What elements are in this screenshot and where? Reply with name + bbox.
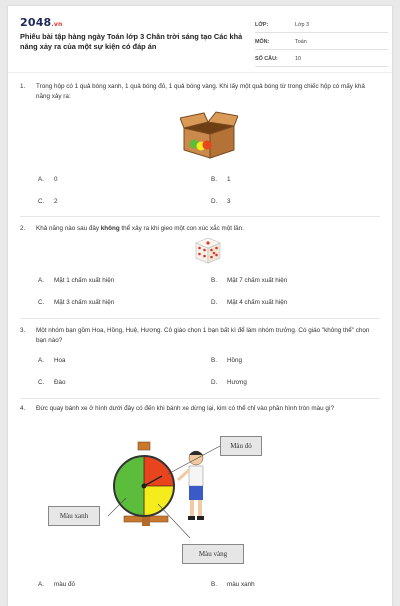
divider [20,398,380,399]
option-2a[interactable]: A. Mặt 1 chấm xuất hiện [38,277,115,284]
question-text: Một nhóm bạn gồm Hoa, Hồng, Huệ, Hương. Cô giáo chọn 1 bạn bất kì để làm nhóm trưởng. Có giáo "không thể" chọn bạn nào? [36,327,370,344]
worksheet-header [20,14,380,64]
dice-icon [194,234,222,264]
box-icon [180,110,238,160]
option-3c[interactable]: C. Đào [38,379,66,386]
meta-table [255,16,388,67]
meta-value: 10 [295,56,301,62]
sector-green [114,456,144,516]
meta-key: SỐ CÂU: [255,56,278,62]
question-number: 4. [20,405,26,412]
question-text: Khả năng nào sau đây không thể xảy ra khi gieo một con xúc xắc một lần. [36,225,244,232]
divider [20,216,380,217]
spinner-wheel [108,438,238,538]
meta-key: MÔN: [255,39,270,45]
option-2b[interactable]: B. Mặt 7 chấm xuất hiện [211,277,288,284]
option-2c[interactable]: C. Mặt 3 chấm xuất hiện [38,299,115,306]
question-number: 1. [20,83,26,90]
meta-row-subject [255,33,388,50]
question-number: 3. [20,327,26,334]
logo-main: 2048 [20,16,52,29]
label-green: Màu xanh [48,506,100,526]
meta-value: Lớp 3 [295,22,310,28]
question-number: 2. [20,225,26,232]
option-2d[interactable]: D. Mặt 4 chấm xuất hiện [211,299,288,306]
option-3a[interactable]: A. Hoa [38,357,66,364]
meta-row-count [255,50,388,67]
option-3d[interactable]: D. Hương [211,379,247,386]
option-4b[interactable]: B. màu xanh [211,581,255,588]
label-yellow: Màu vàng [182,544,244,564]
option-4a[interactable]: A. màu đỏ [38,581,76,588]
header-divider [8,72,392,73]
option-3b[interactable]: B. Hồng [211,357,243,364]
option-1c[interactable]: C. 2 [38,198,58,205]
logo-suffix: .vn [51,21,63,28]
divider [20,318,380,319]
worksheet-page [8,6,392,606]
meta-row-class [255,16,388,33]
page-title: Phiếu bài tập hàng ngày Toán lớp 3 Chân trời sáng tạo Các khả năng xảy ra của một sự kiện có đáp án [20,32,243,51]
option-1b[interactable]: B. 1 [211,176,231,183]
meta-value: Toán [295,39,307,45]
option-1d[interactable]: D. 3 [211,198,231,205]
option-1a[interactable]: A. 0 [38,176,58,183]
question-text: Trong hộp có 1 quả bóng xanh, 1 quả bóng đỏ, 1 quả bóng vàng. Khi lấy một quả bóng từ trong chiếc hộp có mấy khả năng xảy ra: [36,83,365,100]
label-red: Màu đỏ [220,436,262,456]
site-logo[interactable] [20,16,62,29]
meta-key: LỚP: [255,22,269,28]
question-text: Đức quay bánh xe ở hình dưới đây có đến khi bánh xe dừng lại, kim có thể chỉ vào phần hình tròn màu gì? [36,405,335,412]
